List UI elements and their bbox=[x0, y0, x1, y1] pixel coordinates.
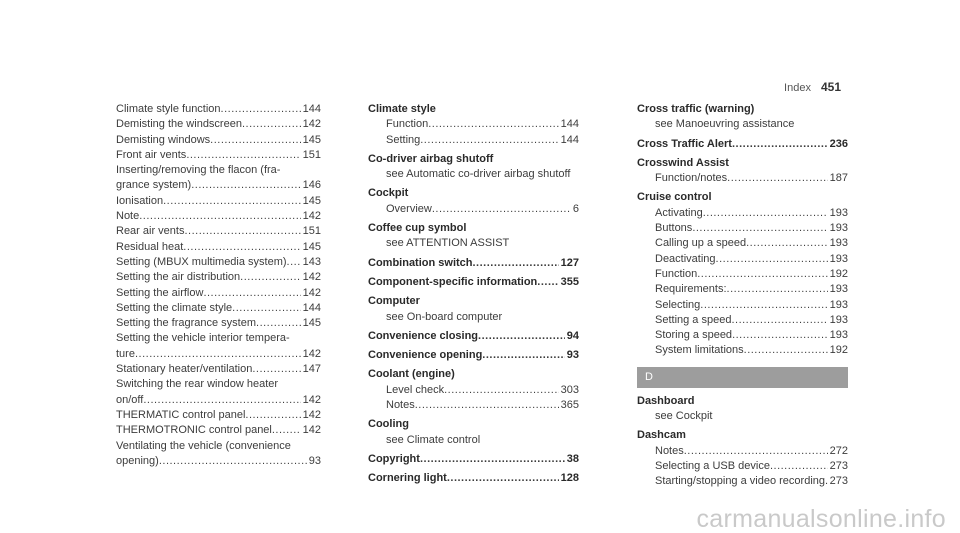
entry-text: Note bbox=[116, 210, 140, 223]
page-ref: 355 bbox=[560, 275, 579, 288]
dot-leader bbox=[159, 454, 307, 469]
dot-leader bbox=[252, 362, 300, 377]
index-column-3-c-entries bbox=[637, 102, 848, 359]
page-ref: 145 bbox=[302, 240, 321, 253]
index-label: Index bbox=[784, 82, 811, 94]
page-ref: 145 bbox=[302, 317, 321, 330]
dot-leader bbox=[684, 444, 828, 459]
index-entry bbox=[637, 343, 848, 358]
dot-leader bbox=[240, 270, 301, 285]
dot-leader bbox=[447, 471, 559, 486]
page-ref: 303 bbox=[560, 383, 579, 396]
index-entry bbox=[116, 362, 321, 377]
index-entry bbox=[637, 459, 848, 474]
entry-text: Function bbox=[655, 267, 698, 280]
index-entry bbox=[116, 393, 321, 408]
dot-leader bbox=[183, 240, 300, 255]
dot-leader bbox=[731, 313, 827, 328]
page-ref: 193 bbox=[829, 298, 848, 311]
index-heading bbox=[368, 275, 579, 290]
index-entry bbox=[116, 209, 321, 224]
entry-text: Residual heat bbox=[116, 240, 184, 253]
entry-text: Convenience opening bbox=[368, 349, 483, 362]
entry-text: Setting the air distribution bbox=[116, 271, 241, 284]
dot-leader bbox=[700, 298, 827, 313]
page-ref: 192 bbox=[829, 267, 848, 280]
index-entry: see Climate control bbox=[386, 433, 481, 446]
index-entry bbox=[116, 178, 321, 193]
page-number: 451 bbox=[820, 80, 841, 94]
entry-text: Setting the fragrance system bbox=[116, 317, 257, 330]
index-entry: Switching the rear window heater bbox=[116, 378, 279, 391]
index-heading: Co-driver airbag shutoff bbox=[368, 152, 494, 165]
dot-leader bbox=[420, 133, 558, 148]
page-ref: 273 bbox=[829, 475, 848, 488]
index-entry bbox=[637, 474, 848, 489]
dot-leader bbox=[444, 383, 559, 398]
entry-text: Demisting windows bbox=[116, 133, 211, 146]
index-entry: see ATTENTION ASSIST bbox=[386, 237, 510, 250]
page-ref: 142 bbox=[302, 118, 321, 131]
index-heading bbox=[368, 471, 579, 486]
dot-leader bbox=[245, 408, 300, 423]
entry-text: Cross Traffic Alert bbox=[637, 137, 732, 150]
index-heading bbox=[368, 348, 579, 363]
index-heading: Cross traffic (warning) bbox=[637, 103, 755, 115]
index-entry bbox=[637, 313, 848, 328]
dot-leader bbox=[482, 348, 564, 363]
page-ref: 187 bbox=[829, 172, 848, 185]
entry-text: grance system) bbox=[116, 179, 192, 192]
index-entry: Inserting/removing the flacon (fra- bbox=[116, 164, 281, 177]
dot-leader bbox=[135, 347, 301, 362]
index-entry bbox=[368, 383, 579, 398]
page-ref: 142 bbox=[302, 271, 321, 284]
dot-leader bbox=[732, 328, 828, 343]
index-entry bbox=[116, 301, 321, 316]
index-entry bbox=[116, 408, 321, 423]
dot-leader bbox=[478, 329, 565, 344]
page-ref: 6 bbox=[572, 202, 579, 215]
entry-text: Setting the climate style bbox=[116, 301, 233, 314]
index-entry: see Manoeuvring assistance bbox=[655, 118, 795, 131]
dot-leader bbox=[210, 133, 300, 148]
index-entry bbox=[637, 221, 848, 236]
index-entry: see On-board computer bbox=[386, 310, 503, 323]
page-ref: 144 bbox=[302, 103, 321, 115]
index-entry: see Cockpit bbox=[655, 410, 713, 423]
entry-text: Storing a speed bbox=[655, 329, 733, 342]
index-entry bbox=[116, 148, 321, 163]
dot-leader bbox=[163, 194, 301, 209]
page-ref: 193 bbox=[829, 206, 848, 219]
index-entry bbox=[637, 298, 848, 313]
index-entry bbox=[637, 267, 848, 282]
index-entry bbox=[116, 117, 321, 132]
entry-text: Function bbox=[386, 118, 429, 131]
page-ref: 128 bbox=[560, 472, 579, 485]
index-entry bbox=[368, 398, 579, 413]
dot-leader bbox=[473, 256, 559, 271]
page-ref: 144 bbox=[560, 118, 579, 131]
entry-text: Convenience closing bbox=[368, 329, 479, 342]
page-ref: 236 bbox=[829, 137, 848, 150]
index-entry bbox=[637, 328, 848, 343]
page-ref: 147 bbox=[302, 363, 321, 376]
index-column-3-d-entries bbox=[637, 394, 848, 490]
dot-leader bbox=[744, 343, 828, 358]
section-letter-d: D bbox=[637, 367, 848, 388]
entry-text: Setting the airflow bbox=[116, 286, 204, 299]
index-entry bbox=[637, 171, 848, 186]
dot-leader bbox=[732, 137, 828, 152]
index-heading: Cooling bbox=[368, 418, 409, 431]
index-entry bbox=[116, 316, 321, 331]
page-ref: 127 bbox=[560, 256, 579, 269]
dot-leader bbox=[186, 148, 300, 163]
dot-leader bbox=[203, 286, 300, 301]
index-heading: Dashcam bbox=[637, 429, 686, 442]
entry-text: Buttons bbox=[655, 222, 693, 235]
dot-leader bbox=[256, 316, 301, 331]
dot-leader bbox=[537, 275, 558, 290]
page-ref: 193 bbox=[829, 222, 848, 235]
dot-leader bbox=[272, 423, 301, 438]
dot-leader bbox=[727, 171, 827, 186]
index-entry bbox=[637, 236, 848, 251]
page-ref: 142 bbox=[302, 408, 321, 421]
dot-leader bbox=[746, 236, 828, 251]
entry-text: Component-specific information bbox=[368, 275, 538, 288]
entry-text: THERMOTRONIC control panel bbox=[116, 424, 272, 437]
entry-text: Front air vents bbox=[116, 148, 187, 161]
entry-text: Combination switch bbox=[368, 256, 473, 269]
index-heading bbox=[368, 329, 579, 344]
page-ref: 193 bbox=[829, 237, 848, 250]
index-entry bbox=[116, 347, 321, 362]
index-entry bbox=[116, 454, 321, 469]
entry-text: on/off bbox=[116, 393, 144, 406]
entry-text: Stationary heater/ventilation bbox=[116, 363, 253, 376]
dot-leader bbox=[428, 117, 558, 132]
entry-text: Copyright bbox=[368, 452, 420, 465]
dot-leader bbox=[432, 202, 571, 217]
index-heading bbox=[368, 256, 579, 271]
index-entry: see Automatic co-driver airbag shutoff bbox=[386, 168, 571, 181]
index-entry bbox=[116, 240, 321, 255]
dot-leader bbox=[143, 393, 300, 408]
entry-text: Setting bbox=[386, 133, 421, 146]
page-ref: 193 bbox=[829, 313, 848, 326]
index-heading bbox=[637, 137, 848, 152]
entry-text: Notes bbox=[655, 444, 684, 457]
index-entry bbox=[116, 224, 321, 239]
page-ref: 38 bbox=[566, 452, 579, 465]
page-ref: 142 bbox=[302, 210, 321, 223]
entry-text: Deactivating bbox=[655, 252, 716, 265]
page-ref: 272 bbox=[829, 444, 848, 457]
index-entry bbox=[368, 202, 579, 217]
page-ref: 144 bbox=[560, 133, 579, 146]
index-column-3 bbox=[637, 102, 848, 490]
page-ref: 193 bbox=[829, 283, 848, 296]
index-entry bbox=[116, 286, 321, 301]
entry-text: Cornering light bbox=[368, 472, 447, 485]
page-ref: 142 bbox=[302, 286, 321, 299]
index-entry bbox=[116, 102, 321, 117]
page-ref: 365 bbox=[560, 399, 579, 412]
page-ref: 143 bbox=[302, 255, 321, 268]
entry-text: Rear air vents bbox=[116, 225, 185, 238]
entry-text: Requirements: bbox=[655, 283, 727, 296]
page-ref: 93 bbox=[308, 454, 321, 467]
entry-text: Starting/stopping a video recording bbox=[655, 475, 825, 488]
index-heading: Climate style bbox=[368, 103, 436, 115]
dot-leader bbox=[221, 102, 301, 117]
index-entry bbox=[116, 133, 321, 148]
page-ref: 193 bbox=[829, 329, 848, 342]
page-ref: 145 bbox=[302, 194, 321, 207]
index-entry bbox=[637, 252, 848, 267]
dot-leader bbox=[420, 452, 565, 467]
dot-leader bbox=[727, 282, 828, 297]
index-column-2 bbox=[368, 102, 579, 487]
index-entry: Setting the vehicle interior tempera- bbox=[116, 332, 290, 345]
index-heading bbox=[368, 452, 579, 467]
index-heading: Cruise control bbox=[637, 191, 712, 204]
entry-text: Notes bbox=[386, 399, 415, 412]
index-entry bbox=[116, 194, 321, 209]
entry-text: ture bbox=[116, 347, 135, 360]
index-entry bbox=[116, 255, 321, 270]
index-heading: Computer bbox=[368, 295, 420, 308]
index-entry bbox=[116, 270, 321, 285]
entry-text: Function/notes bbox=[655, 172, 728, 185]
entry-text: Overview bbox=[386, 202, 432, 215]
index-column-1 bbox=[116, 102, 321, 469]
watermark: carmanualsonline.info bbox=[696, 504, 946, 533]
entry-text: System limitations bbox=[655, 344, 744, 357]
index-entry bbox=[368, 133, 579, 148]
page-ref: 142 bbox=[302, 393, 321, 406]
page-ref: 142 bbox=[302, 424, 321, 437]
dot-leader bbox=[242, 117, 301, 132]
index-entry: Ventilating the vehicle (convenience bbox=[116, 439, 291, 452]
entry-text: Climate style function bbox=[116, 103, 221, 115]
index-entry bbox=[116, 423, 321, 438]
index-heading: Coolant (engine) bbox=[368, 368, 455, 381]
dot-leader bbox=[139, 209, 300, 224]
entry-text: Level check bbox=[386, 383, 445, 396]
dot-leader bbox=[692, 221, 827, 236]
entry-text: Activating bbox=[655, 206, 703, 219]
dot-leader bbox=[232, 301, 300, 316]
entry-text: Calling up a speed bbox=[655, 237, 747, 250]
page-ref: 151 bbox=[302, 148, 321, 161]
dot-leader bbox=[191, 178, 300, 193]
entry-text: Demisting the windscreen bbox=[116, 118, 242, 131]
index-heading: Coffee cup symbol bbox=[368, 222, 467, 235]
index-entry bbox=[637, 206, 848, 221]
page-ref: 146 bbox=[302, 179, 321, 192]
page-ref: 192 bbox=[829, 344, 848, 357]
dot-leader bbox=[703, 206, 828, 221]
page-ref: 93 bbox=[566, 349, 579, 362]
entry-text: THERMATIC control panel bbox=[116, 408, 246, 421]
index-entry bbox=[368, 117, 579, 132]
page-ref: 145 bbox=[302, 133, 321, 146]
index-heading: Dashboard bbox=[637, 394, 695, 407]
entry-text: Setting a speed bbox=[655, 313, 732, 326]
entry-text: opening) bbox=[116, 454, 159, 467]
entry-text: Selecting a USB device bbox=[655, 459, 770, 472]
index-heading: Crosswind Assist bbox=[637, 156, 729, 169]
entry-text: Ionisation bbox=[116, 194, 164, 207]
page-ref: 193 bbox=[829, 252, 848, 265]
page-ref: 273 bbox=[829, 459, 848, 472]
dot-leader bbox=[770, 459, 828, 474]
index-heading: Cockpit bbox=[368, 187, 409, 200]
entry-text: Setting (MBUX multimedia system) bbox=[116, 255, 287, 268]
page-header bbox=[784, 80, 841, 96]
dot-leader bbox=[184, 224, 300, 239]
dot-leader bbox=[697, 267, 827, 282]
dot-leader bbox=[716, 252, 828, 267]
page-ref: 142 bbox=[302, 347, 321, 360]
dot-leader bbox=[287, 255, 301, 270]
page-ref: 144 bbox=[302, 301, 321, 314]
index-entry bbox=[637, 444, 848, 459]
page-ref: 151 bbox=[302, 225, 321, 238]
dot-leader bbox=[415, 398, 559, 413]
index-entry bbox=[637, 282, 848, 297]
page-ref: 94 bbox=[566, 329, 579, 342]
entry-text: Selecting bbox=[655, 298, 701, 311]
